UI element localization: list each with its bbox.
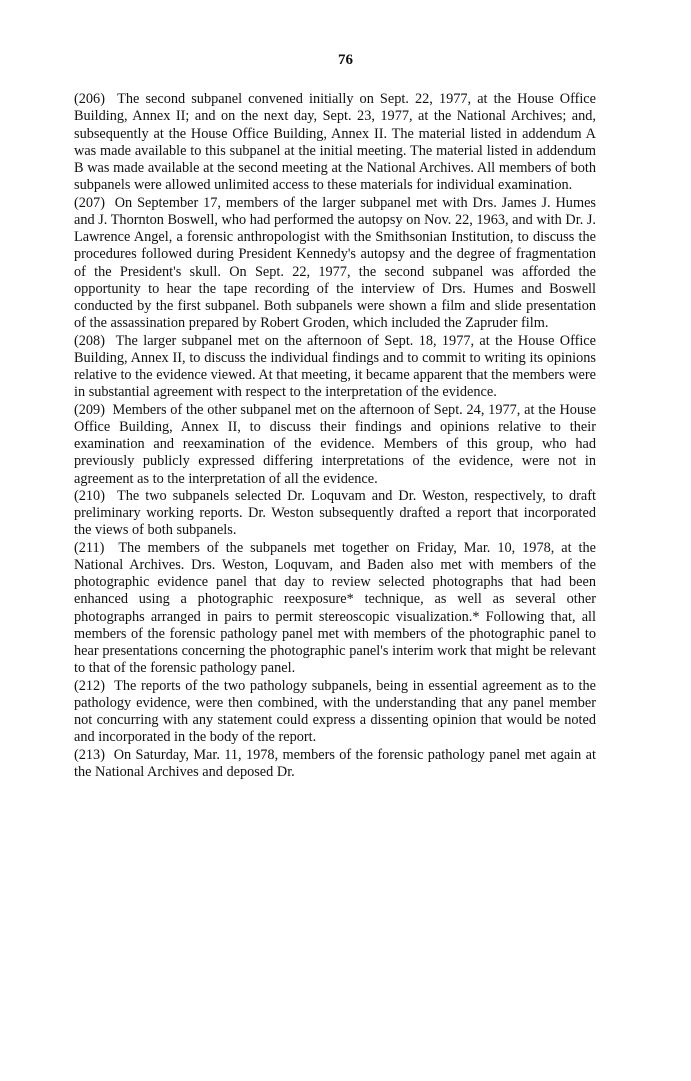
paragraph-211: [74, 540, 596, 678]
paragraph-number: (209): [74, 401, 105, 418]
paragraph-text: Members of the other subpanel met on the afternoon of Sept. 24, 1977, at the House Office Building, Annex II, to discuss their findings and opinions relative to their examination and reexamination of the evidence. Members of this group, who had previously publicly expressed differing interpretations of the evidence, were not in agreement as to the interpretation of all the evidence.: [74, 401, 596, 487]
paragraph-text: The second subpanel convened initially on Sept. 22, 1977, at the House Office Building, Annex II; and on the next day, Sept. 23, 1977, at the National Archives; and, subsequently at the House Office Building, Annex II. The material listed in addendum A was made available to this subpanel at the initial meeting. The material listed in addendum B was made available at the second meeting at the National Archives. All members of both subpanels were allowed unlimited access to these materials for individual examination.: [74, 91, 596, 194]
paragraph-206: [74, 91, 596, 195]
paragraph-number: (211): [74, 539, 105, 556]
paragraph-text: The reports of the two pathology subpanels, being in essential agreement as to the pathology evidence, were then combined, with the understanding that any panel member not concurring with any statement could express a dissenting opinion that would be noted and incorporated in the body of the report.: [74, 677, 596, 746]
paragraph-number: (206): [74, 91, 105, 107]
paragraph-text: The two subpanels selected Dr. Loquvam and Dr. Weston, respectively, to draft preliminary working reports. Dr. Weston subsequently drafted a report that incorporated the views of both subpanels.: [74, 487, 596, 539]
page-number: 76: [338, 52, 353, 68]
paragraph-212: [74, 678, 596, 747]
paragraph-number: (210): [74, 487, 105, 504]
paragraph-number: (213): [74, 746, 105, 763]
paragraph-text: On Saturday, Mar. 11, 1978, members of the forensic pathology panel met again at the National Archives and deposed Dr.: [74, 746, 597, 780]
paragraph-text: The larger subpanel met on the afternoon of Sept. 18, 1977, at the House Office Building, Annex II, to discuss the individual findings and to commit to writing its opinions relative to the evidence viewed. At that meeting, it became apparent that the members were in substantial agreement with respect to the interpretation of the evidence.: [74, 332, 596, 401]
paragraph-207: [74, 195, 596, 333]
paragraph-number: (212): [74, 677, 105, 694]
paragraph-210: [74, 488, 596, 540]
paragraph-text: On September 17, members of the larger subpanel met with Drs. James J. Humes and J. Thornton Boswell, who had performed the autopsy on Nov. 22, 1963, and with Dr. J. Lawrence Angel, a forensic anthropologist with the Smithsonian Institution, to discuss the procedures followed during President Kennedy's autopsy and the degree of fragmentation of the President's skull. On Sept. 22, 1977, the second subpanel was afforded the opportunity to hear the tape recording of the interview of Drs. Humes and Boswell conducted by the first subpanel. Both subpanels were shown a film and slide presentation of the assassination prepared by Robert Groden, which included the Zapruder film.: [74, 194, 596, 332]
body-text: [74, 91, 596, 781]
paragraph-text: The members of the subpanels met together on Friday, Mar. 10, 1978, at the National Archives. Drs. Weston, Loquvam, and Baden also met with members of the photographic evidence panel that day to review selected photographs that had been enhanced using a photographic reexposure* technique, as well as several other photographs arranged in pairs to permit stereoscopic visualization.* Following that, all members of the forensic pathology panel met with members of the photographic panel to hear presentations concerning the photographic panel's interim work that might be relevant to that of the forensic pathology panel.: [74, 539, 596, 677]
paragraph-number: (208): [74, 332, 105, 349]
paragraph-213: [74, 747, 596, 782]
paragraph-208: [74, 333, 596, 402]
paragraph-number: (207): [74, 194, 105, 211]
paragraph-209: [74, 402, 596, 488]
